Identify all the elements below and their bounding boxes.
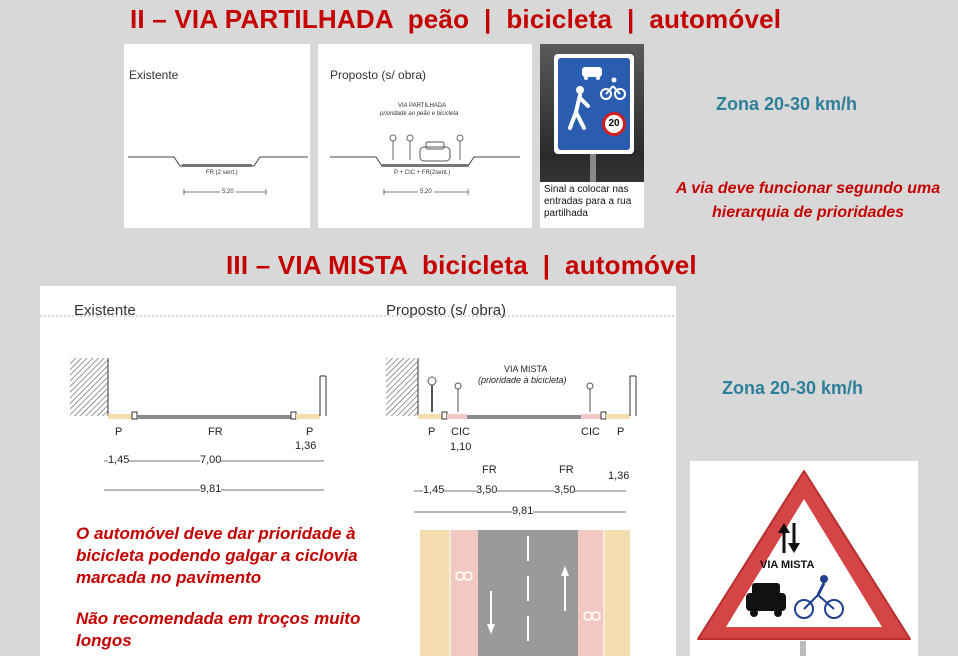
via-mista-sign-panel (690, 461, 918, 656)
proposed-d2: 3,50 (476, 484, 498, 496)
proposed-fr1: FR (482, 464, 497, 476)
section3-drawing (40, 286, 676, 656)
section2-proposed-subtitle: prioridade ao peão e bicicleta (380, 111, 459, 117)
proposed-cic-width: 1,10 (450, 441, 472, 453)
proposed-d3: 3,50 (554, 484, 576, 496)
sign-caption: Sinal a colocar nas entradas para a rua partilhada (540, 182, 644, 228)
section3-proposed-label: Proposto (s/ obra) (386, 302, 507, 319)
proposed-fr2: FR (559, 464, 574, 476)
section2-proposed-title: VIA PARTILHADA (398, 103, 447, 109)
section3-note2: Não recomendada em troços muito longos (76, 609, 361, 650)
section3-heading: III – VIA MISTA bicicleta | automóvel (226, 250, 697, 280)
proposed-cic-left: CIC (451, 426, 470, 438)
section2-proposed-width: 5,20 (420, 189, 432, 195)
section2-zone: Zona 20-30 km/h (716, 94, 858, 114)
existing-fr: FR (208, 426, 223, 438)
section2-proposed-profile (318, 44, 532, 228)
section3-proposed-title: VIA MISTA (504, 364, 548, 374)
proposed-cic-right: CIC (581, 426, 600, 438)
section2-sign-photo (540, 44, 644, 228)
section2-existing-profile (124, 44, 310, 228)
existing-d1: 1,45 (108, 454, 130, 466)
proposed-total: 9,81 (512, 505, 534, 517)
existing-p-left: P (115, 426, 123, 438)
proposed-d4: 1,36 (608, 470, 630, 482)
proposed-p-left: P (428, 426, 436, 438)
section2-note: A via deve funcionar segundo uma hierarquia de prioridades (675, 180, 941, 221)
shared-street-sign (554, 54, 634, 154)
section3-existing-label: Existente (74, 302, 136, 319)
proposed-p-right: P (617, 426, 625, 438)
section2-proposed-label: Proposto (s/ obra) (330, 68, 427, 82)
section2-existing-fr: FR (2 sent.) (206, 170, 238, 176)
existing-d3: 1,36 (295, 440, 317, 452)
existing-d2: 7,00 (200, 454, 222, 466)
via-mista-sign-text: VIA MISTA (760, 559, 815, 571)
proposed-d1: 1,45 (423, 484, 445, 496)
section2-proposed-fr: P + CIC + FR(2sent.) (394, 170, 451, 176)
section2-existing-panel (124, 44, 310, 228)
pedestrian-bicycle-car-icon (554, 54, 634, 154)
speed-limit-icon: 20 (602, 112, 626, 136)
section3-note1: O automóvel deve dar prioridade à bicicleta podendo galgar a ciclovia marcada no pavimento (76, 524, 358, 587)
section3-zone: Zona 20-30 km/h (722, 378, 864, 398)
existing-p-right: P (306, 426, 314, 438)
section2-heading: II – VIA PARTILHADA peão | bicicleta | automóvel (130, 4, 782, 34)
section2-existing-label: Existente (129, 68, 179, 82)
section2-proposed-panel (318, 44, 532, 228)
existing-total: 9,81 (200, 483, 222, 495)
section2-existing-width: 5,20 (222, 189, 234, 195)
section3-drawing-panel (40, 286, 676, 656)
section3-proposed-subtitle: (prioridade à bicicleta) (478, 375, 567, 385)
